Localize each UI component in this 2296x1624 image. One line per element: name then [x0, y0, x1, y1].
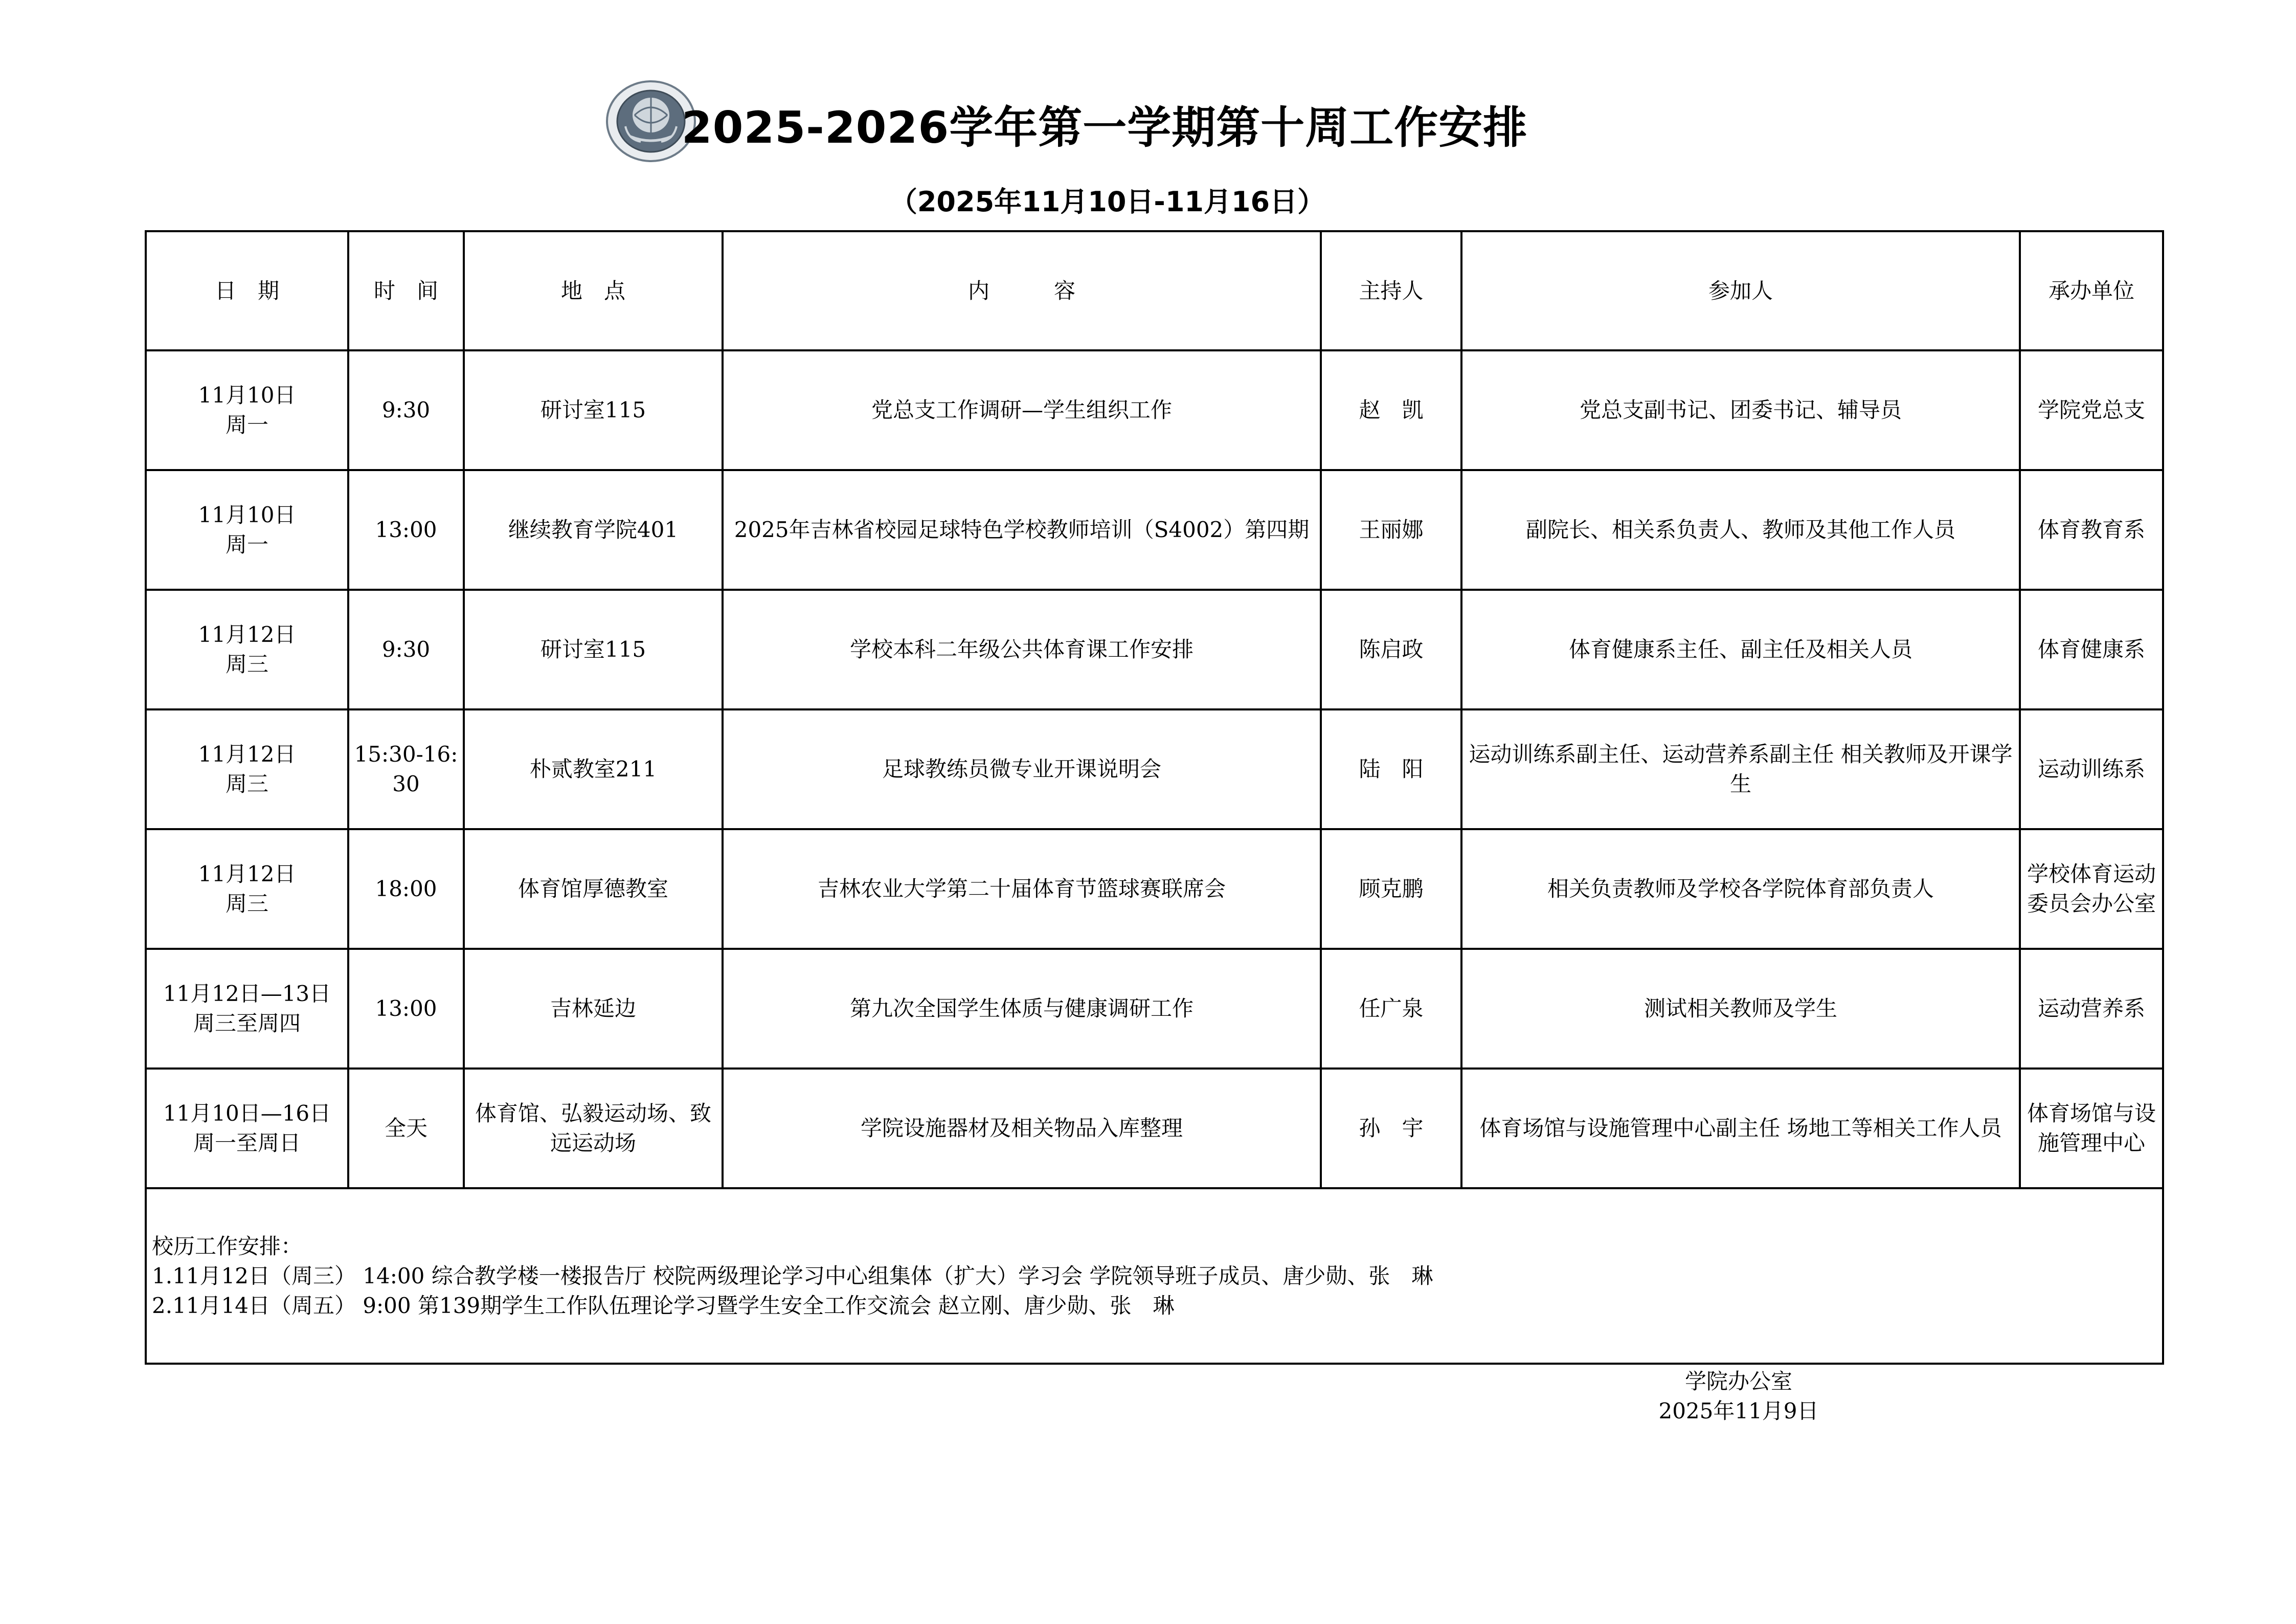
footer-office: 学院办公室 [1684, 1369, 1792, 1394]
host-cell: 陆 阳 [1321, 709, 1461, 829]
content-cell: 吉林农业大学第二十届体育节篮球赛联席会 [723, 829, 1321, 949]
date-cell [146, 829, 348, 949]
place-cell: 体育馆、弘毅运动场、致远运动场 [464, 1069, 723, 1188]
date-text: 11月10日—16日 [163, 1101, 331, 1126]
date-text: 11月10日 [198, 383, 296, 408]
table-row [146, 949, 2163, 1069]
date-text: 11月10日 [198, 502, 296, 527]
date-text: 11月12日—13日 [163, 981, 331, 1006]
unit-cell: 体育场馆与设施管理中心 [2020, 1069, 2163, 1188]
place-cell: 吉林延边 [464, 949, 723, 1069]
date-cell [146, 470, 348, 590]
host-cell: 任广泉 [1321, 949, 1461, 1069]
place-cell: 体育馆厚德教室 [464, 829, 723, 949]
header-host: 主持人 [1321, 231, 1461, 350]
date-range-subtitle: （2025年11月10日-11月16日） [889, 186, 1325, 218]
date-cell [146, 1069, 348, 1188]
host-cell: 陈启政 [1321, 590, 1461, 709]
unit-cell: 运动营养系 [2020, 949, 2163, 1069]
weekday-text: 周三 [225, 652, 268, 677]
date-text: 11月12日 [198, 622, 296, 647]
notes-heading: 校历工作安排： [152, 1233, 303, 1259]
header-date: 日 期 [146, 231, 348, 350]
participants-cell: 体育健康系主任、副主任及相关人员 [1461, 590, 2020, 709]
notes-item: 2.11月14日（周五） 9:00 第139期学生工作队伍理论学习暨学生安全工作交流会 赵立刚、唐少勋、张 琳 [152, 1293, 1175, 1318]
calendar-notes-row [146, 1188, 2163, 1364]
header-content: 内 容 [723, 231, 1321, 350]
weekday-text: 周三 [225, 771, 268, 796]
table-row [146, 829, 2163, 949]
content-cell: 足球教练员微专业开课说明会 [723, 709, 1321, 829]
content-cell: 第九次全国学生体质与健康调研工作 [723, 949, 1321, 1069]
content-cell: 2025年吉林省校园足球特色学校教师培训（S4002）第四期 [723, 470, 1321, 590]
table-row [146, 709, 2163, 829]
footer-signature [1626, 1367, 1851, 1426]
date-cell [146, 590, 348, 709]
header-time: 时 间 [348, 231, 464, 350]
unit-cell: 学院党总支 [2020, 350, 2163, 470]
host-cell: 王丽娜 [1321, 470, 1461, 590]
table-row [146, 350, 2163, 470]
time-cell: 15:30-16:30 [348, 709, 464, 829]
table-row [146, 1069, 2163, 1188]
header-participants: 参加人 [1461, 231, 2020, 350]
participants-cell: 运动训练系副主任、运动营养系副主任 相关教师及开课学生 [1461, 709, 2020, 829]
unit-cell: 体育健康系 [2020, 590, 2163, 709]
page-title: 2025-2026学年第一学期第十周工作安排 [681, 102, 1528, 153]
participants-cell: 党总支副书记、团委书记、辅导员 [1461, 350, 2020, 470]
place-cell: 研讨室115 [464, 590, 723, 709]
weekday-text: 周一 [225, 412, 268, 437]
place-cell: 继续教育学院401 [464, 470, 723, 590]
time-cell: 13:00 [348, 470, 464, 590]
time-cell: 13:00 [348, 949, 464, 1069]
calendar-notes-cell [146, 1188, 2163, 1364]
weekday-text: 周一 [225, 532, 268, 557]
participants-cell: 副院长、相关系负责人、教师及其他工作人员 [1461, 470, 2020, 590]
date-cell [146, 949, 348, 1069]
table-header-row [146, 231, 2163, 350]
weekday-text: 周一至周日 [193, 1130, 301, 1155]
host-cell: 孙 宇 [1321, 1069, 1461, 1188]
time-cell: 9:30 [348, 590, 464, 709]
table-row [146, 590, 2163, 709]
unit-cell: 学校体育运动委员会办公室 [2020, 829, 2163, 949]
weekday-text: 周三 [225, 891, 268, 916]
participants-cell: 测试相关教师及学生 [1461, 949, 2020, 1069]
place-cell: 朴贰教室211 [464, 709, 723, 829]
place-cell: 研讨室115 [464, 350, 723, 470]
time-cell: 9:30 [348, 350, 464, 470]
content-cell: 党总支工作调研—学生组织工作 [723, 350, 1321, 470]
date-text: 11月12日 [198, 742, 296, 767]
unit-cell: 体育教育系 [2020, 470, 2163, 590]
time-cell: 全天 [348, 1069, 464, 1188]
participants-cell: 体育场馆与设施管理中心副主任 场地工等相关工作人员 [1461, 1069, 2020, 1188]
participants-cell: 相关负责教师及学校各学院体育部负责人 [1461, 829, 2020, 949]
header-unit: 承办单位 [2020, 231, 2163, 350]
footer-date: 2025年11月9日 [1658, 1398, 1819, 1423]
table-row [146, 470, 2163, 590]
weekday-text: 周三至周四 [193, 1011, 301, 1036]
header-place: 地 点 [464, 231, 723, 350]
time-cell: 18:00 [348, 829, 464, 949]
content-cell: 学院设施器材及相关物品入库整理 [723, 1069, 1321, 1188]
host-cell: 顾克鹏 [1321, 829, 1461, 949]
schedule-table [145, 230, 2164, 1365]
date-cell [146, 350, 348, 470]
unit-cell: 运动训练系 [2020, 709, 2163, 829]
date-text: 11月12日 [198, 861, 296, 886]
notes-item: 1.11月12日（周三） 14:00 综合教学楼一楼报告厅 校院两级理论学习中心组集体（扩大）学习会 学院领导班子成员、唐少勋、张 琳 [152, 1263, 1433, 1288]
content-cell: 学校本科二年级公共体育课工作安排 [723, 590, 1321, 709]
date-cell [146, 709, 348, 829]
host-cell: 赵 凯 [1321, 350, 1461, 470]
